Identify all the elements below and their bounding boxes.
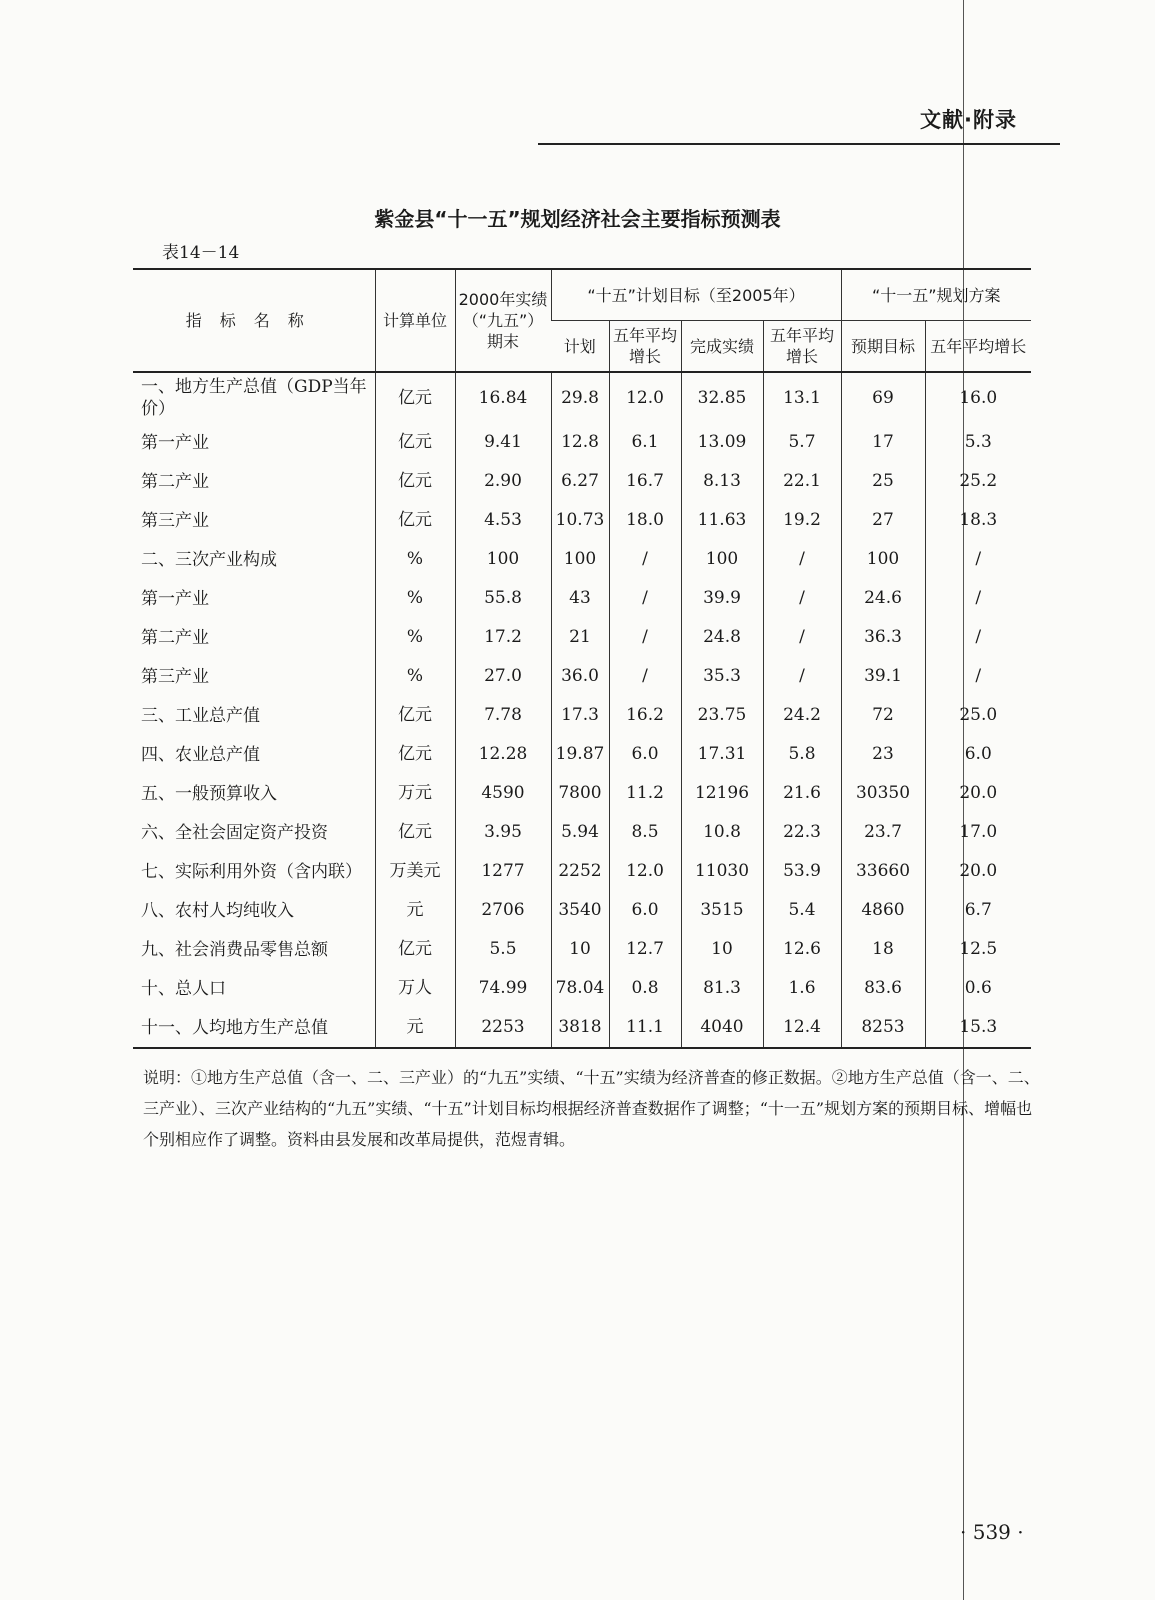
cell-actual-growth: 12.6 — [763, 930, 841, 969]
cell-base: 4.53 — [455, 501, 551, 540]
cell-unit: % — [375, 540, 455, 579]
cell-target: 17 — [841, 423, 925, 462]
cell-target: 23.7 — [841, 813, 925, 852]
indicator-table — [133, 268, 1031, 1049]
cell-target-growth: / — [925, 540, 1031, 579]
cell-target: 24.6 — [841, 579, 925, 618]
cell-plan-growth: 18.0 — [609, 501, 681, 540]
cell-target-growth: 5.3 — [925, 423, 1031, 462]
table-row — [133, 813, 1031, 852]
cell-target-growth: 12.5 — [925, 930, 1031, 969]
cell-target-growth: 25.2 — [925, 462, 1031, 501]
cell-plan-growth: 12.0 — [609, 372, 681, 423]
cell-unit: 亿元 — [375, 501, 455, 540]
cell-name: 第一产业 — [141, 432, 209, 453]
cell-actual-growth: 24.2 — [763, 696, 841, 735]
cell-plan-growth: 6.0 — [609, 735, 681, 774]
cell-plan: 5.94 — [551, 813, 609, 852]
cell-name: 十、总人口 — [141, 978, 226, 999]
header-rule — [538, 143, 1060, 145]
cell-actual-growth: 5.4 — [763, 891, 841, 930]
cell-plan: 3818 — [551, 1008, 609, 1048]
cell-target: 27 — [841, 501, 925, 540]
cell-unit: 万人 — [375, 969, 455, 1008]
cell-actual: 3515 — [681, 891, 763, 930]
cell-unit: 亿元 — [375, 735, 455, 774]
header-actual: 完成实绩 — [681, 321, 763, 373]
cell-target: 23 — [841, 735, 925, 774]
cell-actual-growth: / — [763, 579, 841, 618]
cell-plan-growth: 16.2 — [609, 696, 681, 735]
cell-plan-growth: 11.1 — [609, 1008, 681, 1048]
cell-unit: % — [375, 579, 455, 618]
header-target: 预期目标 — [841, 321, 925, 373]
cell-actual: 12196 — [681, 774, 763, 813]
cell-unit: 亿元 — [375, 423, 455, 462]
cell-name: 第三产业 — [141, 510, 209, 531]
cell-name: 三、工业总产值 — [141, 705, 260, 726]
cell-target: 39.1 — [841, 657, 925, 696]
cell-unit: 亿元 — [375, 813, 455, 852]
cell-target-growth: 20.0 — [925, 774, 1031, 813]
cell-plan: 3540 — [551, 891, 609, 930]
table-row — [133, 501, 1031, 540]
header-tenth-plan: “十五”计划目标（至2005年） — [551, 269, 841, 321]
cell-target: 25 — [841, 462, 925, 501]
page-number: · 539 · — [960, 1520, 1024, 1544]
cell-actual: 17.31 — [681, 735, 763, 774]
cell-name: 第二产业 — [141, 627, 209, 648]
header-plan-growth: 五年平均增长 — [609, 321, 681, 373]
cell-actual-growth: 22.1 — [763, 462, 841, 501]
cell-actual-growth: 13.1 — [763, 372, 841, 423]
cell-name: 十一、人均地方生产总值 — [141, 1017, 328, 1038]
cell-target-growth: 15.3 — [925, 1008, 1031, 1048]
cell-unit: % — [375, 657, 455, 696]
table-row — [133, 462, 1031, 501]
header-name: 指标名称 — [133, 269, 375, 372]
table-title: 紫金县“十一五”规划经济社会主要指标预测表 — [374, 207, 781, 231]
cell-actual: 24.8 — [681, 618, 763, 657]
table-row — [133, 372, 1031, 423]
table-body — [133, 372, 1031, 1048]
cell-base: 2706 — [455, 891, 551, 930]
cell-target-growth: 6.0 — [925, 735, 1031, 774]
table-row — [133, 891, 1031, 930]
cell-unit: 元 — [375, 1008, 455, 1048]
cell-unit: 万元 — [375, 774, 455, 813]
cell-plan-growth: 11.2 — [609, 774, 681, 813]
table-row — [133, 1008, 1031, 1048]
table-row — [133, 852, 1031, 891]
cell-plan: 21 — [551, 618, 609, 657]
cell-actual: 100 — [681, 540, 763, 579]
cell-actual-growth: 21.6 — [763, 774, 841, 813]
cell-base: 27.0 — [455, 657, 551, 696]
cell-target: 83.6 — [841, 969, 925, 1008]
cell-plan-growth: / — [609, 618, 681, 657]
table-row — [133, 423, 1031, 462]
cell-actual-growth: 12.4 — [763, 1008, 841, 1048]
cell-base: 9.41 — [455, 423, 551, 462]
cell-plan: 10.73 — [551, 501, 609, 540]
cell-actual: 11030 — [681, 852, 763, 891]
cell-actual-growth: 1.6 — [763, 969, 841, 1008]
cell-plan-growth: 8.5 — [609, 813, 681, 852]
header-actual-growth: 五年平均增长 — [763, 321, 841, 373]
cell-target-growth: / — [925, 618, 1031, 657]
running-head: 文献·附录 — [920, 108, 1017, 132]
cell-plan-growth: 6.1 — [609, 423, 681, 462]
cell-plan-growth: 0.8 — [609, 969, 681, 1008]
cell-target-growth: 20.0 — [925, 852, 1031, 891]
cell-plan: 12.8 — [551, 423, 609, 462]
cell-actual: 23.75 — [681, 696, 763, 735]
cell-plan: 2252 — [551, 852, 609, 891]
cell-target-growth: 18.3 — [925, 501, 1031, 540]
cell-actual: 11.63 — [681, 501, 763, 540]
table-row — [133, 774, 1031, 813]
cell-actual-growth: 53.9 — [763, 852, 841, 891]
cell-target-growth: / — [925, 657, 1031, 696]
cell-name: 七、实际利用外资（含内联） — [141, 861, 362, 882]
cell-actual-growth: / — [763, 618, 841, 657]
table-row — [133, 540, 1031, 579]
cell-actual: 32.85 — [681, 372, 763, 423]
cell-actual-growth: 19.2 — [763, 501, 841, 540]
cell-plan-growth: 12.7 — [609, 930, 681, 969]
cell-plan: 36.0 — [551, 657, 609, 696]
cell-base: 2253 — [455, 1008, 551, 1048]
table-row — [133, 579, 1031, 618]
cell-plan-growth: 16.7 — [609, 462, 681, 501]
cell-plan: 43 — [551, 579, 609, 618]
cell-base: 1277 — [455, 852, 551, 891]
cell-name: 五、一般预算收入 — [141, 783, 277, 804]
cell-base: 100 — [455, 540, 551, 579]
cell-unit: 亿元 — [375, 462, 455, 501]
table-number: 表14－14 — [162, 243, 240, 263]
cell-actual: 39.9 — [681, 579, 763, 618]
cell-target: 100 — [841, 540, 925, 579]
cell-target-growth: 6.7 — [925, 891, 1031, 930]
table-row — [133, 969, 1031, 1008]
cell-actual-growth: 22.3 — [763, 813, 841, 852]
table-row — [133, 735, 1031, 774]
cell-actual: 10 — [681, 930, 763, 969]
cell-unit: % — [375, 618, 455, 657]
header-unit: 计算单位 — [375, 269, 455, 372]
cell-base: 7.78 — [455, 696, 551, 735]
cell-target: 30350 — [841, 774, 925, 813]
cell-plan: 29.8 — [551, 372, 609, 423]
cell-plan: 19.87 — [551, 735, 609, 774]
cell-base: 3.95 — [455, 813, 551, 852]
cell-actual: 10.8 — [681, 813, 763, 852]
cell-unit: 亿元 — [375, 696, 455, 735]
cell-plan: 7800 — [551, 774, 609, 813]
cell-name: 第一产业 — [141, 588, 209, 609]
cell-base: 16.84 — [455, 372, 551, 423]
cell-base: 5.5 — [455, 930, 551, 969]
cell-plan: 100 — [551, 540, 609, 579]
cell-name: 四、农业总产值 — [141, 744, 260, 765]
table-row — [133, 618, 1031, 657]
cell-target-growth: / — [925, 579, 1031, 618]
table-row — [133, 930, 1031, 969]
cell-target: 36.3 — [841, 618, 925, 657]
cell-target-growth: 16.0 — [925, 372, 1031, 423]
cell-target: 72 — [841, 696, 925, 735]
header-target-growth: 五年平均增长 — [925, 321, 1031, 373]
cell-target-growth: 17.0 — [925, 813, 1031, 852]
cell-unit: 亿元 — [375, 930, 455, 969]
cell-target: 18 — [841, 930, 925, 969]
cell-base: 4590 — [455, 774, 551, 813]
cell-name: 九、社会消费品零售总额 — [141, 939, 328, 960]
cell-base: 74.99 — [455, 969, 551, 1008]
cell-actual: 35.3 — [681, 657, 763, 696]
table-note: 说明：①地方生产总值（含一、二、三产业）的“九五”实绩、“十五”实绩为经济普查的修正数据。②地方生产总值（含一、二、三产业）、三次产业结构的“九五”实绩、“十五”计划目标均根据经济普查数据作了调整；“十一五”规划方案的预期目标、增幅也个别相应作了调整。资料由县发展和改革局提供，范煜青辑。 — [143, 1068, 1040, 1149]
cell-name: 八、农村人均纯收入 — [141, 900, 294, 921]
cell-target: 69 — [841, 372, 925, 423]
cell-plan-growth: 6.0 — [609, 891, 681, 930]
cell-actual-growth: / — [763, 540, 841, 579]
cell-name: 第三产业 — [141, 666, 209, 687]
header-eleventh-plan: “十一五”规划方案 — [841, 269, 1031, 321]
cell-target-growth: 0.6 — [925, 969, 1031, 1008]
cell-actual-growth: 5.8 — [763, 735, 841, 774]
cell-unit: 万美元 — [375, 852, 455, 891]
cell-plan: 78.04 — [551, 969, 609, 1008]
cell-name: 一、地方生产总值（GDP当年价） — [141, 377, 367, 419]
cell-base: 55.8 — [455, 579, 551, 618]
cell-base: 12.28 — [455, 735, 551, 774]
cell-plan-growth: / — [609, 657, 681, 696]
cell-plan: 6.27 — [551, 462, 609, 501]
table-row — [133, 696, 1031, 735]
cell-actual: 13.09 — [681, 423, 763, 462]
cell-target: 8253 — [841, 1008, 925, 1048]
cell-actual: 8.13 — [681, 462, 763, 501]
cell-unit: 亿元 — [375, 372, 455, 423]
cell-base: 17.2 — [455, 618, 551, 657]
cell-actual: 4040 — [681, 1008, 763, 1048]
cell-unit: 元 — [375, 891, 455, 930]
header-plan: 计划 — [551, 321, 609, 373]
cell-name: 六、全社会固定资产投资 — [141, 822, 328, 843]
table-row — [133, 657, 1031, 696]
cell-name: 二、三次产业构成 — [141, 549, 277, 570]
cell-plan: 10 — [551, 930, 609, 969]
cell-actual-growth: / — [763, 657, 841, 696]
cell-name: 第二产业 — [141, 471, 209, 492]
cell-base: 2.90 — [455, 462, 551, 501]
cell-target: 33660 — [841, 852, 925, 891]
cell-plan-growth: 12.0 — [609, 852, 681, 891]
cell-plan: 17.3 — [551, 696, 609, 735]
cell-target-growth: 25.0 — [925, 696, 1031, 735]
cell-actual-growth: 5.7 — [763, 423, 841, 462]
cell-plan-growth: / — [609, 540, 681, 579]
cell-plan-growth: / — [609, 579, 681, 618]
header-base-2000: 2000年实绩（“九五”）期末 — [455, 269, 551, 372]
cell-actual: 81.3 — [681, 969, 763, 1008]
cell-target: 4860 — [841, 891, 925, 930]
